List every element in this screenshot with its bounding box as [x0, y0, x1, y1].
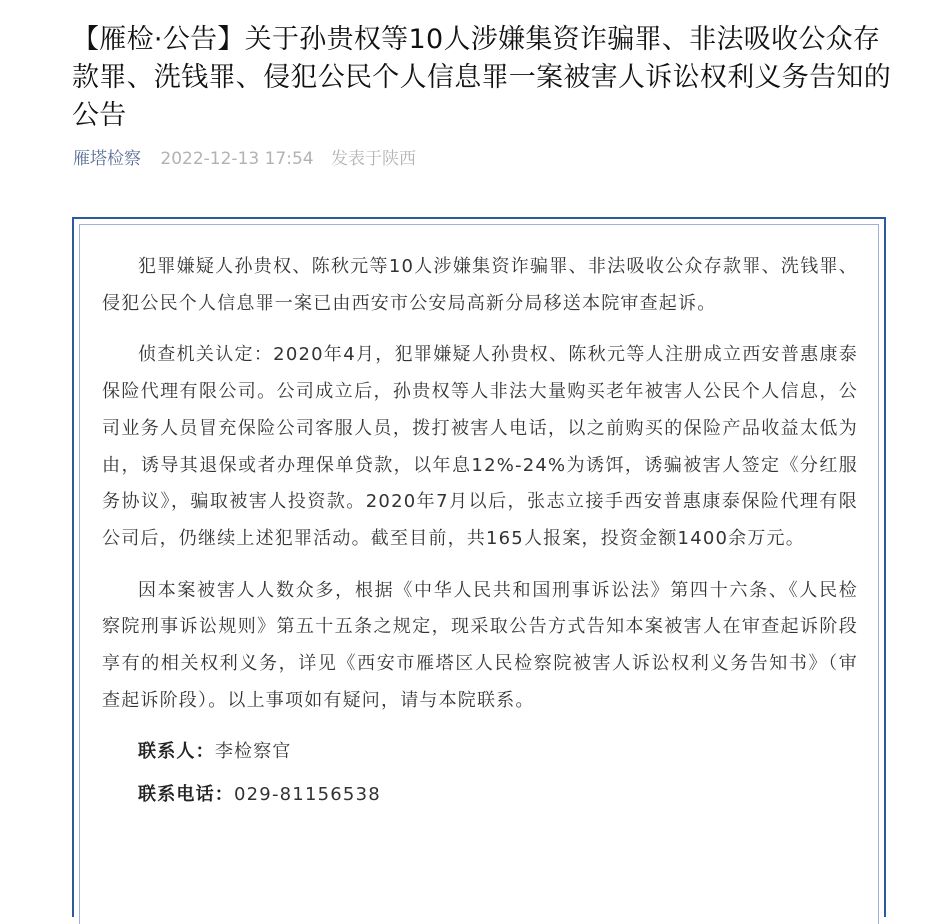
article-body	[102, 249, 858, 820]
body-paragraph: 侦查机关认定：2020年4月，犯罪嫌疑人孙贵权、陈秋元等人注册成立西安普惠康泰保险代理有限公司。公司成立后，孙贵权等人非法大量购买老年被害人公民个人信息，公司业务人员冒充保险公司客服人员，拨打被害人电话，以之前购买的保险产品收益太低为由，诱导其退保或者办理保单贷款，以年息12%-24%为诱饵，诱骗被害人签定《分红服务协议》，骗取被害人投资款。2020年7月以后，张志立接手西安普惠康泰保险代理有限公司后，仍继续上述犯罪活动。截至目前，共165人报案，投资金额1400余万元。	[102, 344, 858, 549]
body-paragraph: 因本案被害人人数众多，根据《中华人民共和国刑事诉讼法》第四十六条、《人民检察院刑事诉讼规则》第五十五条之规定，现采取公告方式告知本案被害人在审查起诉阶段享有的相关权利义务，详见《西安市雁塔区人民检察院被害人诉讼权利义务告知书》（审查起诉阶段）。以上事项如有疑问，请与本院联系。	[102, 579, 858, 711]
contact-person-value: 李检察官	[214, 741, 292, 763]
contact-person-label: 联系人：	[138, 741, 215, 763]
contact-phone-value: 029-81156538	[234, 784, 381, 806]
author-link[interactable]: 雁塔检察	[73, 149, 141, 169]
article-meta	[73, 147, 416, 171]
publish-location: 发表于陕西	[331, 149, 417, 169]
article-title: 【雁检·公告】关于孙贵权等10人涉嫌集资诈骗罪、非法吸收公众存款罪、洗钱罪、侵犯公民个人信息罪一案被害人诉讼权利义务告知的公告	[72, 24, 891, 131]
contact-phone-label: 联系电话：	[138, 784, 234, 806]
body-paragraph: 犯罪嫌疑人孙贵权、陈秋元等10人涉嫌集资诈骗罪、非法吸收公众存款罪、洗钱罪、侵犯公民个人信息罪一案已由西安市公安局高新分局移送本院审查起诉。	[102, 256, 858, 314]
contact-phone-line	[102, 777, 858, 814]
publish-date: 2022-12-13 17:54	[160, 149, 314, 169]
contact-person-line	[102, 734, 858, 771]
